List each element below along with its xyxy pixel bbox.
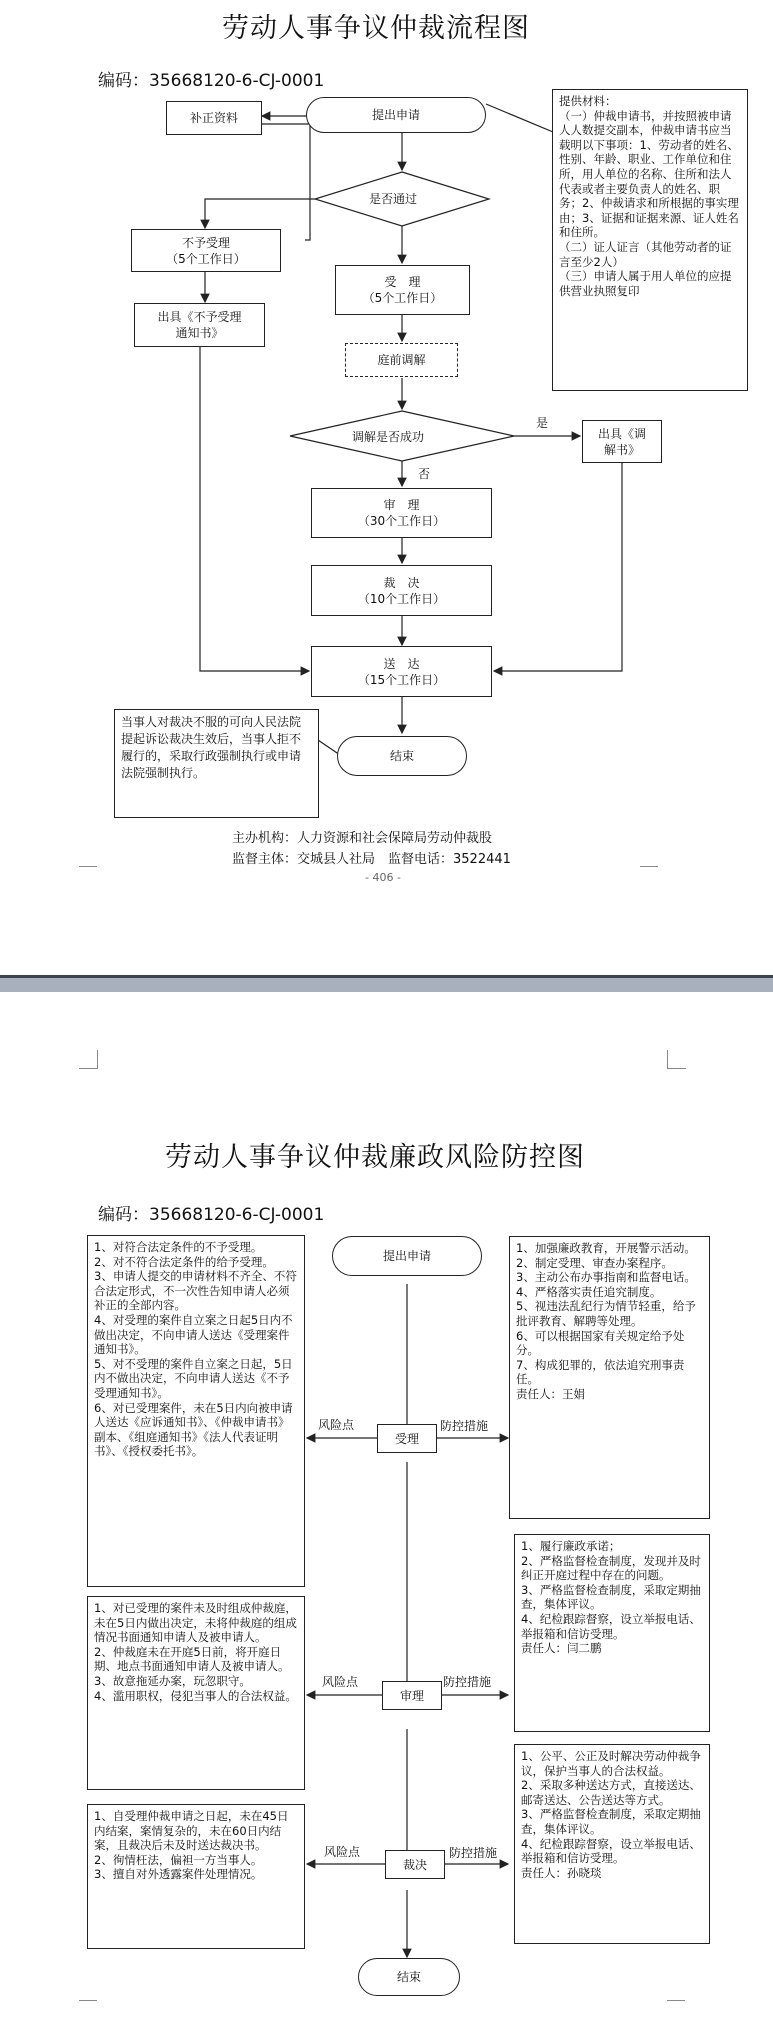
page-title: 劳动人事争议仲裁流程图 xyxy=(222,13,530,44)
ruling-label: 裁决 xyxy=(402,1857,427,1872)
risk-point-label: 风险点 xyxy=(322,1675,359,1689)
delivery-label: 送 达 （15个工作日） xyxy=(357,656,446,687)
risk-point-label: 风险点 xyxy=(318,1418,355,1432)
accept-risk-points: 1、对符合法定条件的不予受理。 2、对不符合法定条件的给予受理。 3、申请人提交的申请材料不齐全、不符合法定形式，不一次性告知申请人必须补正的全部内容。 4、对受理的案件自立案之日起5日内不做出决定，不向申请人送达《受理案件通知书》。 5、对不受理的案件自立案之日起，5日内不做出决定，不向申请人送达《不予受理通知书》。 6、对已受理案件，未在5日内向被申请人送达《应诉通知书》、《仲裁申请书》副本、《组庭通知书》《法人代表证明书》、《授权委托书》。 xyxy=(87,1235,305,1587)
prevention-label: 防控措施 xyxy=(449,1846,498,1860)
supplement-label: 补正资料 xyxy=(189,111,238,125)
page-1 xyxy=(0,0,773,975)
no-label: 否 xyxy=(418,467,431,481)
end-note: 当事人对裁决不服的可向人民法院提起诉讼裁决生效后，当事人拒不履行的，采取行政强制执行或申请法院强制执行。 xyxy=(114,709,319,818)
page-2 xyxy=(0,992,773,2015)
prevention-label: 防控措施 xyxy=(440,1419,489,1433)
supplement-materials-node xyxy=(166,101,262,135)
trial-label: 审 理 （30个工作日） xyxy=(357,498,446,528)
end-node xyxy=(358,1958,460,1996)
reject-notice-label: 出具《不予受理 通知书》 xyxy=(157,310,242,340)
end-label: 结束 xyxy=(389,749,414,763)
ruling-risk-points: 1、自受理仲裁申请之日起，未在45日内结案，案情复杂的，未在60日内结案，且裁决后未及时送达裁决书。 2、徇情枉法，偏袒一方当事人。 3、擅自对外透露案件处理情况。 xyxy=(87,1804,305,1949)
mediation-success-decision-label: 调解是否成功 xyxy=(352,430,425,444)
margin-corner-mark xyxy=(667,2000,685,2019)
trial-node xyxy=(311,488,492,538)
mediation-doc-label: 出具《调 解书》 xyxy=(597,426,646,457)
ruling-node xyxy=(311,565,492,616)
ruling-prevention-measures: 1、公平、公正及时解决劳动仲裁争议，保护当事人的合法权益。 2、采取多种送达方式，直接送达、邮寄送达、公告送达等方式。 3、严格监督检查制度，采取定期抽查，集体评议。 4、纪检跟踪督察，设立举报电话、举报箱和信访受理。 责任人：孙晓琰 xyxy=(514,1744,710,1944)
submit-application-node xyxy=(332,1236,482,1276)
mediation-document-node xyxy=(582,420,662,463)
margin-corner-mark xyxy=(79,866,97,885)
end-label: 结束 xyxy=(396,1970,421,1984)
margin-corner-mark xyxy=(640,866,658,885)
page-title: 劳动人事争议仲裁廉政风险防控图 xyxy=(165,1142,585,1173)
trial-label: 审理 xyxy=(399,1688,424,1703)
reject-node xyxy=(131,229,281,272)
apply-label: 提出申请 xyxy=(371,108,420,122)
ruling-node xyxy=(385,1850,445,1879)
risk-point-label: 风险点 xyxy=(324,1845,361,1859)
document-code: 编码：35668120-6-CJ-0001 xyxy=(98,1205,325,1225)
pre-mediation-label: 庭前调解 xyxy=(377,353,426,367)
trial-risk-points: 1、对已受理的案件未及时组成仲裁庭，未在5日内做出决定，未将仲裁庭的组成情况书面通知申请人及被申请人。 2、仲裁庭未在开庭5日前，将开庭日期、地点书面通知申请人及被申请人。 3、故意拖延办案，玩忽职守。 4、滥用职权，侵犯当事人的合法权益。 xyxy=(87,1596,305,1790)
footer-organization: 主办机构：人力资源和社会保障局劳动仲裁股 xyxy=(232,831,493,846)
footer-supervision: 监督主体：交城县人社局 监督电话：3522441 xyxy=(232,852,511,867)
reject-label: 不予受理 （5个工作日） xyxy=(166,235,246,266)
required-materials-note: 提供材料： （一）仲裁申请书，并按照被申请人人数提交副本，仲裁申请书应当载明以下事项：1、劳动者的姓名、性别、年龄、职业、工作单位和住所，用人单位的名称、住所和法人代表或者主要负责人的姓名、职务；2、仲裁请求和所根据的事实理由；3、证据和证据来源、证人姓名和住所。 （二）证人证言（其他劳动者的证言至少2人） （三）申请人属于用人单位的应提供营业执照复印 xyxy=(552,89,748,391)
apply-label: 提出申请 xyxy=(382,1249,431,1263)
accept-label: 受理 xyxy=(394,1431,419,1446)
margin-corner-mark xyxy=(79,2000,97,2019)
ruling-label: 裁 决 （10个工作日） xyxy=(357,575,446,606)
accept-label: 受 理 （5个工作日） xyxy=(362,275,443,305)
accept-prevention-measures: 1、加强廉政教育，开展警示活动。 2、制定受理、审查办案程序。 3、主动公布办事指南和监督电话。 4、严格落实责任追究制度。 5、视违法乱纪行为情节轻重，给予批评教育、解聘等处理。 6、可以根据国家有关规定给予处分。 7、构成犯罪的，依法追究刑事责任。 责任人：王娟 xyxy=(509,1236,710,1519)
check-pass-decision-label: 是否通过 xyxy=(369,192,418,206)
yes-label: 是 xyxy=(536,416,549,430)
trial-node xyxy=(382,1681,442,1710)
pre-trial-mediation-node xyxy=(345,343,458,377)
page-number: - 406 - xyxy=(365,871,401,884)
accept-node xyxy=(335,265,470,315)
delivery-node xyxy=(311,646,492,697)
document-code: 编码：35668120-6-CJ-0001 xyxy=(98,71,325,91)
page-separator xyxy=(0,975,773,992)
end-node xyxy=(337,736,467,776)
submit-application-node xyxy=(306,97,486,133)
trial-prevention-measures: 1、履行廉政承诺； 2、严格监督检查制度，发现并及时纠正开庭过程中存在的问题。 3、严格监督检查制度，采取定期抽查，集体评议。 4、纪检跟踪督察，设立举报电话、举报箱和信访受理。 责任人：闫二鹏 xyxy=(514,1534,710,1732)
prevention-label: 防控措施 xyxy=(443,1675,492,1689)
reject-notice-node xyxy=(134,303,265,347)
accept-node xyxy=(377,1424,437,1453)
